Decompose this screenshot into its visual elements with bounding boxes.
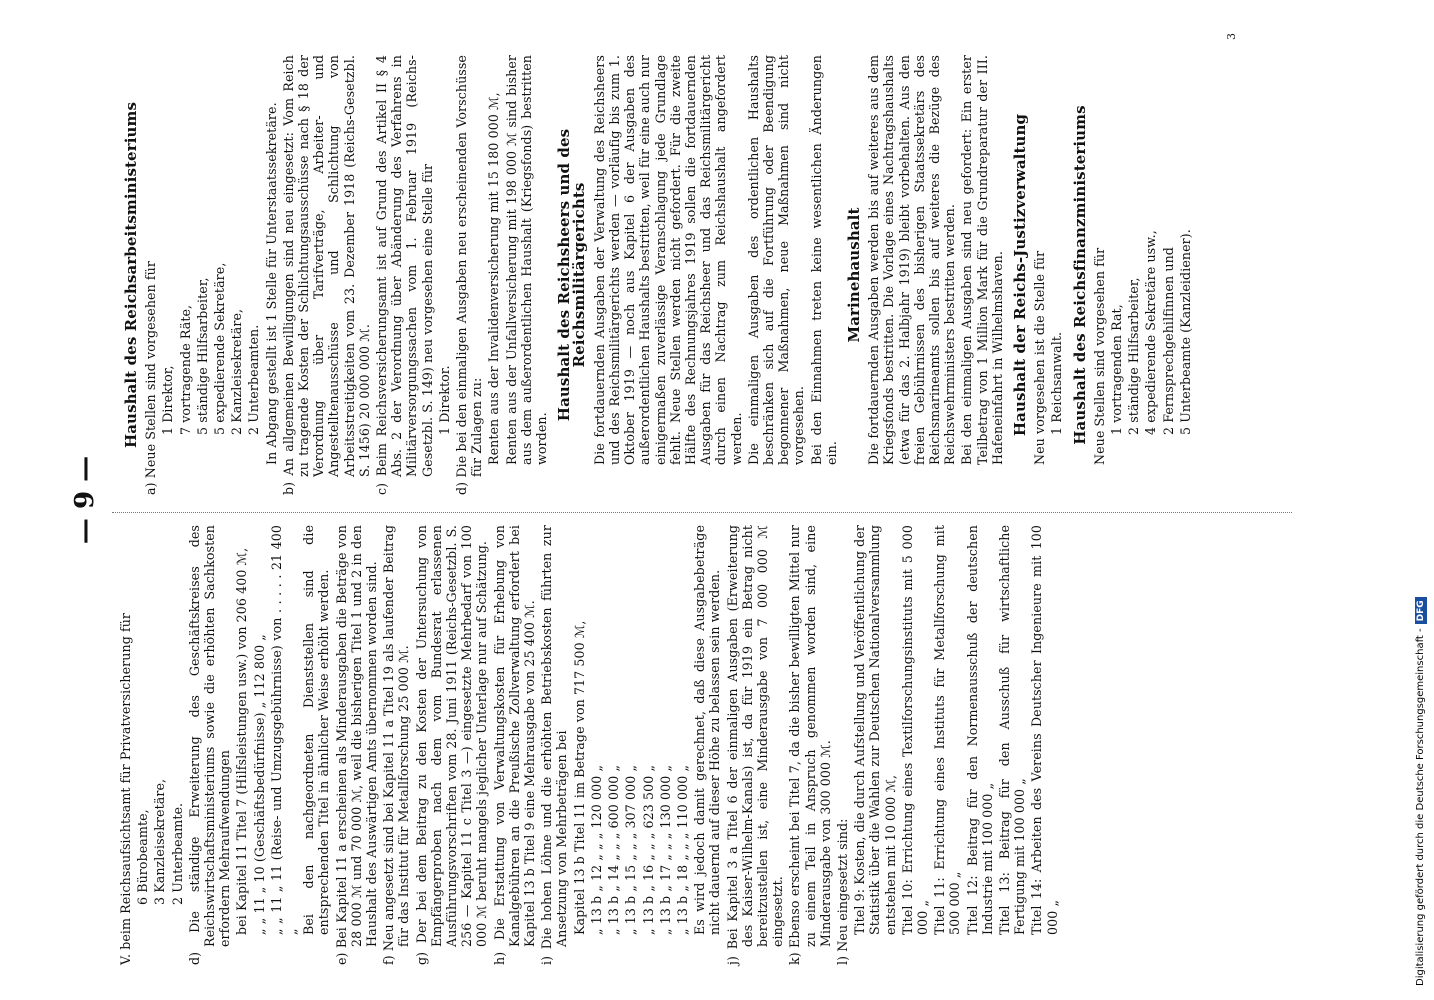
side-strip: [1408, 0, 1434, 1000]
page-number-header: — 9 —: [70, 455, 100, 545]
list-line: Titel 14: Arbeiten des Vereins Deutscher Ingenieure mit 100 000 „: [1029, 525, 1060, 935]
list-line: „ 13 b „ 12 „ „ „ 120 000 „: [588, 764, 604, 935]
paragraph-d: d) Die ständige Erweiterung des Geschäftskreises des Reichswirtschaftsministeriums sowie die erhöhten Sachkosten erfordern Mehraufwendungen: [186, 525, 233, 965]
section-heading: Haushalt des Reichsfinanzministeriums: [1070, 105, 1089, 445]
paragraph-i: i) Die hohen Löhne und die erhöhten Betriebskosten führten zur Ansetzung von Mehrbeträgen bei: [539, 525, 570, 965]
paragraph-h: h) Die Erstattung von Verwaltungskosten für Erhebung von Kanalgebühren an die Preußische Zollverwaltung erfordert bei Kapitel 13 b Titel 9 eine Mehrausgabe von 25 400 ℳ.: [491, 525, 538, 965]
list-line: 5 ständige Hilfsarbeiter,: [194, 277, 210, 435]
paragraph: Es wird jedoch damit gerechnet, daß diese Ausgabebeträge nicht dauernd auf dieser Höhe zu belassen sein werden.: [692, 525, 723, 935]
list-line: 1 Reichsanwalt.: [1049, 331, 1065, 435]
list-line: „ 13 b „ 15 „ „ „ 307 000 „: [623, 764, 639, 935]
section-heading: Haushalt des Reichsheers und des Reichsmilitärgerichts: [555, 128, 589, 422]
paragraph-j: j) Bei Kapitel 3 a Titel 6 der einmaligen Ausgaben (Erweiterung des Kaiser-Wilhelm-Kanals) ist, da für 1919 ein Betrag nicht bereitzustellen ist, eine Minderausgabe von 7 000 000 ℳ eingesetzt.: [724, 525, 786, 965]
paragraph: Bei den Einnahmen treten keine wesentlichen Änderungen ein.: [808, 55, 839, 465]
paragraph-l: l) Neu eingesetzt sind:: [834, 818, 850, 965]
paragraph: In Abgang gestellt ist 1 Stelle für Unterstaatssekretäre.: [263, 102, 279, 465]
paragraph: Die fortdauernden Ausgaben werden bis auf weiteres aus dem Kriegsfonds bestritten. Die Vorlage eines Nachtragshaushalts (etwa für das 2. Halbjahr 1919) bleibt vorbehalten. Aus den freien Gebührnissen des bisherigen Staatssekretärs des Reichsmarineamts sollen bis auf weiteres die Bezüge des Reichswehrministers bestritten werden.: [866, 55, 958, 465]
paragraph-k: k) Ebenso erscheint bei Titel 7, da die bisher bewilligten Mittel nur zu einem Teil in Anspruch genommen worden sind, eine Minderausgabe von 300 000 ℳ.: [787, 525, 833, 965]
paragraph: Neu vorgesehen ist die Stelle für: [1032, 250, 1048, 465]
list-line: „ 13 b „ 16 „ „ „ 623 500 „: [640, 764, 656, 935]
list-line: „ „ 11 „ 11 (Reise- und Umzugsgebührnisse) von . . . . . 21 400 „: [268, 525, 300, 935]
list-line: „ 13 b „ 18 „ „ „ 110 000 „: [674, 764, 690, 935]
list-line: Titel 12: Beitrag für den Normenausschuß der deutschen Industrie mit 100 000 „: [964, 525, 995, 935]
list-line: „ „ 11 „ 10 (Geschäftsbedürfnisse) „ 112 800 „: [251, 634, 267, 935]
paragraph-b: b) An allgemeinen Bewilligungen sind neu eingesetzt: Vom Reich zu tragende Kosten der Schlichtungsausschüsse nach § 18 der Verordnung über Tarifverträge, Arbeiter- und Angestelltenausschüsse und Schlichtung von Arbeitsstreitigkeiten vom 23. Dezember 1918 (Reichs-Gesetzbl. S. 1456) 20 000 000 ℳ.: [280, 55, 372, 495]
dfg-logo: DFG: [1415, 597, 1427, 624]
footer-page-number: 3: [1225, 33, 1238, 40]
list-line: 2 Kanzleisekretäre,: [229, 308, 245, 435]
list-line: 1 Direktor.: [436, 365, 452, 435]
list-line: Titel 13: Beitrag für den Ausschuß für wirtschaftliche Fertigung mit 100 000 „: [996, 525, 1028, 935]
paragraph: Neue Stellen sind vorgesehen für: [1091, 247, 1107, 465]
paragraph: Die fortdauernden Ausgaben der Verwaltung des Reichsheers und des Reichsmilitärgerichts werden — vorläufig bis zum 1. Oktober 1919 — noch aus Kapitel 6 der Ausgaben des außerordentlichen Haushalts bestritten, weil für eine auch nur einigermaßen zuverlässige Veranschlagung jede Grundlage fehlt. Neue Stellen werden nicht gefordert. Für die zweite Hälfte des Rechnungsjahres 1919 sollen die fortdauernden Ausgaben für das Reichsheer und das Reichsmilitärgericht durch einen Nachtrag zum Reichshaushalt angefordert werden.: [591, 55, 744, 465]
paragraph-v: V. beim Reichsaufsichtsamt für Privatversicherung für: [118, 612, 133, 965]
paragraph-d: d) Die bei den einmaligen Ausgaben neu erscheinenden Vorschüsse für Zulagen zu:: [454, 55, 485, 495]
section-heading: Haushalt der Reichs-Justizverwaltung: [1010, 113, 1029, 437]
paragraph: Bei den einmaligen Ausgaben sind neu gefordert: Ein erster Teilbetrag von 1 Million Mark für die Grundreparatur der III. Hafeneinfahrt in Wilhelmshaven.: [959, 55, 1005, 465]
paragraph-a: a) Neue Stellen sind vorgesehen für: [143, 260, 159, 495]
paragraph: Die einmaligen Ausgaben des ordentlichen Haushalts beschränken sich auf die Fortführung oder Beendigung begonnener Maßnahmen, neue Maßnahmen sind nicht vorgesehen.: [745, 55, 807, 465]
section-heading: Haushalt des Reichsarbeitsministeriums: [122, 101, 140, 449]
list-line: 4 expedierende Sekretäre usw.,: [1143, 230, 1159, 435]
list-line: Titel 11: Errichtung eines Instituts für Metallforschung mit 500 000 „: [932, 525, 963, 935]
paragraph-g: g) Der bei dem Beitrag zu den Kosten der Untersuchung von Empfängerproben nach dem vom Bundesrat erlassenen Ausführungsvorschriften vom 28. Juni 1911 (Reichs-Gesetzbl. S. 256 — Kapitel 11 c Titel 3 —) eingesetzte Mehrbedarf von 100 000 ℳ beruht mangels jeglicher Unterlage nur auf Schätzung.: [413, 525, 490, 965]
list-line: „ 13 b „ 14 „ „ „ 600 000 „: [606, 764, 622, 935]
list-line: 2 ständige Hilfsarbeiter,: [1126, 277, 1142, 435]
list-line: Titel 9: Kosten, die durch Aufstellung und Veröffentlichung der Statistik über die Wahlen zur Deutschen Nationalversammlung entstehen mit 10 000 ℳ,: [852, 525, 898, 935]
list-line: 7 vortragende Räte,: [177, 304, 193, 435]
paragraph-f: f) Neu angesetzt sind bei Kapitel 11 a Titel 19 als laufender Beitrag für das Institut für Metallforschung 25 000 ℳ.: [381, 525, 412, 965]
left-column: [118, 525, 1062, 965]
list-line: 5 Unterbeamte (Kanzleidiener).: [1177, 229, 1193, 435]
list-line: 2 Fernsprechgehilfinnen und: [1160, 247, 1176, 435]
credit-text: Digitalisierung gefördert durch die Deutsche Forschungsgemeinschaft -: [1415, 628, 1426, 986]
list-line: 2 Unterbeamte.: [169, 802, 185, 905]
paragraph-e: e) Bei Kapitel 11 a erscheinen als Minderausgaben die Beträge von 28 000 ℳ und 70 000 ℳ, weil die bisherigen Titel 1 und 2 in den Haushalt des Auswärtigen Amts übernommen worden sind.: [333, 525, 380, 965]
column-divider: [112, 511, 1292, 513]
list-line: 3 Kanzleisekretäre,: [152, 778, 168, 905]
list-line: 1 vortragenden Rat,: [1108, 304, 1124, 435]
list-line: bei Kapitel 11 Titel 7 (Hilfsleistungen usw.) von 206 400 ℳ,: [234, 547, 250, 935]
paragraph: Renten aus der Unfallversicherung mit 198 000 ℳ sind bisher aus dem außerordentlichen Haushalt (Kriegsfonds) bestritten worden.: [503, 55, 550, 465]
list-line: 5 expedierende Sekretäre,: [212, 262, 228, 435]
paragraph-c: c) Beim Reichsversicherungsamt ist auf Grund des Artikel II § 4 Abs. 2 der Verordnung über Abänderung des Verfahrens in Militärversorgungssachen vom 1. Februar 1919 (Reichs-Gesetzbl. S. 149) neu vorgesehen eine Stelle für: [374, 55, 435, 495]
list-line: „ 13 b „ 17 „ „ „ 130 000 „: [657, 764, 673, 935]
list-line: Titel 10: Errichtung eines Textilforschungsinstituts mit 5 000 000 „: [899, 525, 930, 935]
list-line: Renten aus der Invalidenversicherung mit 15 180 000 ℳ,: [486, 92, 502, 465]
list-line: 2 Unterbeamten.: [246, 324, 262, 435]
digitization-credit: [1408, 0, 1434, 1000]
list-line: Kapitel 13 b Titel 11 im Betrage von 717 500 ℳ,: [571, 620, 587, 935]
paragraph: Bei den nachgeordneten Dienststellen sind die entsprechenden Titel in ähnlicher Weise erhöht werden.: [301, 525, 332, 935]
list-line: 1 Direktor,: [160, 365, 176, 435]
list-line: 6 Bürobeamte,: [135, 809, 151, 905]
right-column: [118, 55, 1195, 495]
section-heading: Marinehaushalt: [844, 207, 863, 343]
